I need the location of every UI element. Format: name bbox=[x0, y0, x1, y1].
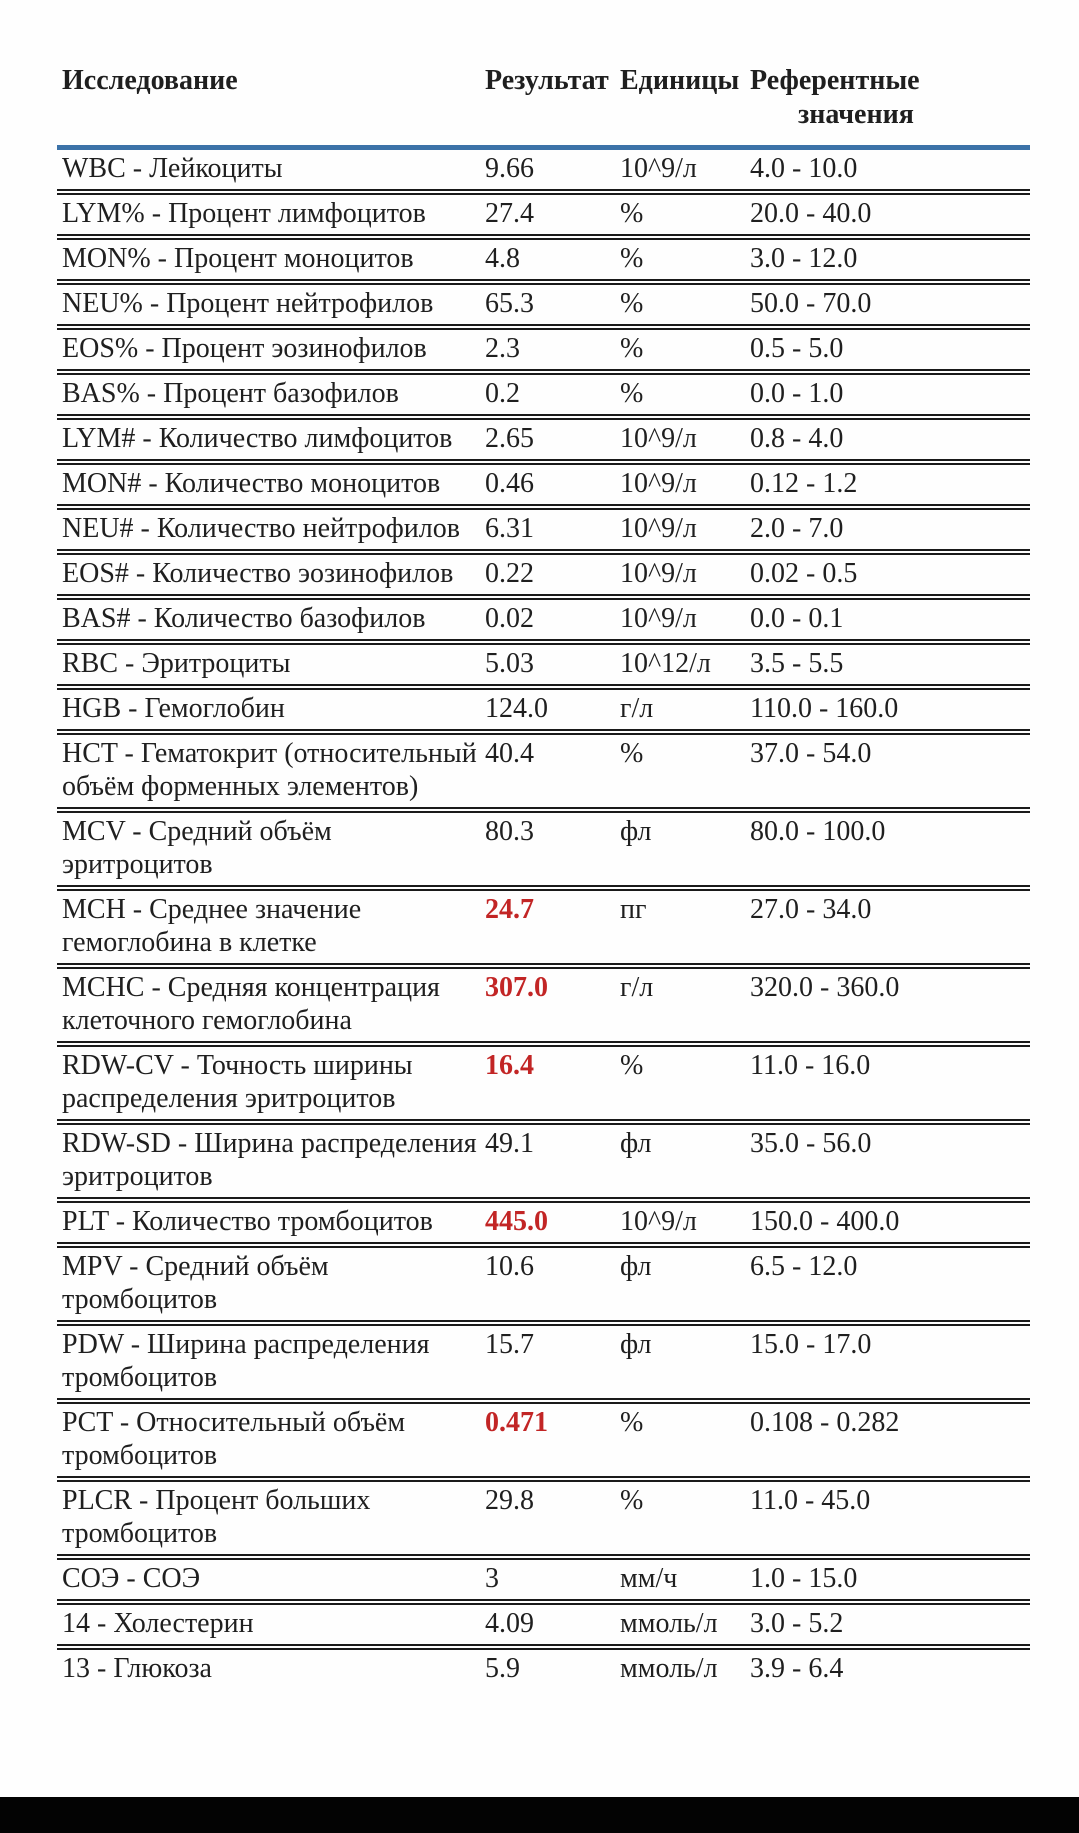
reference-range-cell: 320.0 - 360.0 bbox=[750, 972, 900, 1003]
result-value-cell: 4.8 bbox=[485, 243, 520, 274]
reference-range-cell: 3.9 - 6.4 bbox=[750, 1653, 844, 1684]
test-name-cell: BAS# - Количество базофилов bbox=[62, 603, 426, 634]
table-row bbox=[57, 1125, 1030, 1203]
table-row bbox=[57, 375, 1030, 420]
reference-range-cell: 35.0 - 56.0 bbox=[750, 1128, 872, 1159]
reference-range-cell: 80.0 - 100.0 bbox=[750, 816, 886, 847]
test-name-cell: RDW-CV - Точность ширины распределения эритроцитов bbox=[62, 1050, 413, 1114]
result-value-cell: 2.65 bbox=[485, 423, 534, 454]
table-row bbox=[57, 150, 1030, 195]
reference-range-cell: 3.5 - 5.5 bbox=[750, 648, 844, 679]
test-name-cell: HGB - Гемоглобин bbox=[62, 693, 285, 724]
reference-range-cell: 0.12 - 1.2 bbox=[750, 468, 858, 499]
table-row bbox=[57, 330, 1030, 375]
units-cell: % bbox=[620, 1050, 644, 1081]
test-name-cell: MON# - Количество моноцитов bbox=[62, 468, 441, 499]
header-units-column: Единицы bbox=[620, 65, 740, 96]
units-cell: 10^9/л bbox=[620, 513, 697, 544]
result-value-cell: 0.46 bbox=[485, 468, 534, 499]
table-row bbox=[57, 600, 1030, 645]
units-cell: фл bbox=[620, 1251, 652, 1282]
test-name-cell: NEU# - Количество нейтрофилов bbox=[62, 513, 460, 544]
result-value-cell: 29.8 bbox=[485, 1485, 534, 1516]
test-name-cell: СОЭ - СОЭ bbox=[62, 1563, 201, 1594]
test-name-cell: MCH - Среднее значение гемоглобина в клетке bbox=[62, 894, 362, 958]
test-name-cell: MCV - Средний объём эритроцитов bbox=[62, 816, 332, 880]
table-row bbox=[57, 1605, 1030, 1650]
bottom-black-bar bbox=[0, 1797, 1079, 1833]
table-row bbox=[57, 1326, 1030, 1404]
reference-range-cell: 4.0 - 10.0 bbox=[750, 153, 858, 184]
result-value-cell: 40.4 bbox=[485, 738, 534, 769]
table-row bbox=[57, 891, 1030, 969]
table-header-row bbox=[57, 64, 1030, 150]
result-value-cell: 2.3 bbox=[485, 333, 520, 364]
units-cell: 10^9/л bbox=[620, 603, 697, 634]
units-cell: пг bbox=[620, 894, 647, 925]
units-cell: % bbox=[620, 243, 644, 274]
result-value-cell: 65.3 bbox=[485, 288, 534, 319]
result-value-cell: 6.31 bbox=[485, 513, 534, 544]
result-value-cell: 4.09 bbox=[485, 1608, 534, 1639]
result-value-cell: 445.0 bbox=[485, 1206, 548, 1237]
table-row bbox=[57, 1203, 1030, 1248]
test-name-cell: RDW-SD - Ширина распределения эритроцитов bbox=[62, 1128, 477, 1192]
reference-range-cell: 0.8 - 4.0 bbox=[750, 423, 844, 454]
test-name-cell: 13 - Глюкоза bbox=[62, 1653, 212, 1684]
header-reference-column bbox=[750, 64, 1030, 132]
result-value-cell: 124.0 bbox=[485, 693, 548, 724]
reference-range-cell: 2.0 - 7.0 bbox=[750, 513, 844, 544]
test-name-cell: EOS# - Количество эозинофилов bbox=[62, 558, 454, 589]
units-cell: 10^9/л bbox=[620, 468, 697, 499]
reference-range-cell: 150.0 - 400.0 bbox=[750, 1206, 900, 1237]
units-cell: % bbox=[620, 1485, 644, 1516]
table-row bbox=[57, 690, 1030, 735]
reference-range-cell: 0.02 - 0.5 bbox=[750, 558, 858, 589]
result-value-cell: 5.9 bbox=[485, 1653, 520, 1684]
units-cell: % bbox=[620, 378, 644, 409]
reference-range-cell: 0.108 - 0.282 bbox=[750, 1407, 900, 1438]
test-name-cell: EOS% - Процент эозинофилов bbox=[62, 333, 427, 364]
reference-range-cell: 50.0 - 70.0 bbox=[750, 288, 872, 319]
table-row bbox=[57, 969, 1030, 1047]
reference-range-cell: 20.0 - 40.0 bbox=[750, 198, 872, 229]
units-cell: ммоль/л bbox=[620, 1608, 718, 1639]
lab-results-table bbox=[57, 64, 1030, 1689]
units-cell: % bbox=[620, 1407, 644, 1438]
test-name-cell: NEU% - Процент нейтрофилов bbox=[62, 288, 434, 319]
test-name-cell: RBC - Эритроциты bbox=[62, 648, 291, 679]
test-name-cell: PLT - Количество тромбоцитов bbox=[62, 1206, 433, 1237]
result-value-cell: 16.4 bbox=[485, 1050, 534, 1081]
test-name-cell: BAS% - Процент базофилов bbox=[62, 378, 399, 409]
result-value-cell: 9.66 bbox=[485, 153, 534, 184]
units-cell: % bbox=[620, 288, 644, 319]
units-cell: 10^9/л bbox=[620, 423, 697, 454]
header-result-column: Результат bbox=[485, 65, 609, 96]
result-value-cell: 80.3 bbox=[485, 816, 534, 847]
result-value-cell: 15.7 bbox=[485, 1329, 534, 1360]
table-row bbox=[57, 420, 1030, 465]
result-value-cell: 27.4 bbox=[485, 198, 534, 229]
reference-range-cell: 0.5 - 5.0 bbox=[750, 333, 844, 364]
units-cell: ммоль/л bbox=[620, 1653, 718, 1684]
reference-range-cell: 11.0 - 16.0 bbox=[750, 1050, 871, 1081]
result-value-cell: 0.2 bbox=[485, 378, 520, 409]
reference-range-cell: 3.0 - 12.0 bbox=[750, 243, 858, 274]
reference-range-cell: 0.0 - 0.1 bbox=[750, 603, 844, 634]
table-row bbox=[57, 510, 1030, 555]
test-name-cell: PDW - Ширина распределения тромбоцитов bbox=[62, 1329, 430, 1393]
table-row bbox=[57, 813, 1030, 891]
table-row bbox=[57, 1248, 1030, 1326]
result-value-cell: 10.6 bbox=[485, 1251, 534, 1282]
test-name-cell: LYM# - Количество лимфоцитов bbox=[62, 423, 453, 454]
header-reference-line2: значения bbox=[798, 99, 914, 130]
table-row bbox=[57, 1404, 1030, 1482]
test-name-cell: MCHC - Средняя концентрация клеточного гемоглобина bbox=[62, 972, 440, 1036]
units-cell: 10^9/л bbox=[620, 558, 697, 589]
test-name-cell: PCT - Относительный объём тромбоцитов bbox=[62, 1407, 406, 1471]
test-name-cell: PLCR - Процент больших тромбоцитов bbox=[62, 1485, 371, 1549]
result-value-cell: 5.03 bbox=[485, 648, 534, 679]
reference-range-cell: 1.0 - 15.0 bbox=[750, 1563, 858, 1594]
units-cell: г/л bbox=[620, 693, 654, 724]
table-row bbox=[57, 1560, 1030, 1605]
units-cell: 10^12/л bbox=[620, 648, 711, 679]
units-cell: % bbox=[620, 738, 644, 769]
header-test-column: Исследование bbox=[62, 65, 238, 96]
table-row bbox=[57, 240, 1030, 285]
units-cell: % bbox=[620, 198, 644, 229]
table-body bbox=[57, 150, 1030, 1689]
units-cell: фл bbox=[620, 1128, 652, 1159]
reference-range-cell: 3.0 - 5.2 bbox=[750, 1608, 844, 1639]
test-name-cell: LYM% - Процент лимфоцитов bbox=[62, 198, 426, 229]
units-cell: % bbox=[620, 333, 644, 364]
table-row bbox=[57, 555, 1030, 600]
reference-range-cell: 110.0 - 160.0 bbox=[750, 693, 899, 724]
result-value-cell: 24.7 bbox=[485, 894, 534, 925]
test-name-cell: WBC - Лейкоциты bbox=[62, 153, 283, 184]
table-row bbox=[57, 735, 1030, 813]
header-reference-line1: Референтные bbox=[750, 65, 920, 96]
reference-range-cell: 0.0 - 1.0 bbox=[750, 378, 844, 409]
table-row bbox=[57, 465, 1030, 510]
table-row bbox=[57, 645, 1030, 690]
test-name-cell: HCT - Гематокрит (относительный объём форменных элементов) bbox=[62, 738, 477, 802]
units-cell: 10^9/л bbox=[620, 1206, 697, 1237]
table-row bbox=[57, 195, 1030, 240]
result-value-cell: 3 bbox=[485, 1563, 499, 1594]
units-cell: мм/ч bbox=[620, 1563, 678, 1594]
units-cell: фл bbox=[620, 816, 652, 847]
reference-range-cell: 27.0 - 34.0 bbox=[750, 894, 872, 925]
test-name-cell: MON% - Процент моноцитов bbox=[62, 243, 414, 274]
result-value-cell: 49.1 bbox=[485, 1128, 534, 1159]
table-row bbox=[57, 285, 1030, 330]
reference-range-cell: 37.0 - 54.0 bbox=[750, 738, 872, 769]
table-row bbox=[57, 1650, 1030, 1689]
result-value-cell: 0.02 bbox=[485, 603, 534, 634]
result-value-cell: 307.0 bbox=[485, 972, 548, 1003]
result-value-cell: 0.471 bbox=[485, 1407, 548, 1438]
reference-range-cell: 6.5 - 12.0 bbox=[750, 1251, 858, 1282]
units-cell: г/л bbox=[620, 972, 654, 1003]
units-cell: фл bbox=[620, 1329, 652, 1360]
reference-range-cell: 11.0 - 45.0 bbox=[750, 1485, 871, 1516]
table-row bbox=[57, 1047, 1030, 1125]
test-name-cell: MPV - Средний объём тромбоцитов bbox=[62, 1251, 329, 1315]
test-name-cell: 14 - Холестерин bbox=[62, 1608, 254, 1639]
reference-range-cell: 15.0 - 17.0 bbox=[750, 1329, 872, 1360]
table-row bbox=[57, 1482, 1030, 1560]
result-value-cell: 0.22 bbox=[485, 558, 534, 589]
units-cell: 10^9/л bbox=[620, 153, 697, 184]
